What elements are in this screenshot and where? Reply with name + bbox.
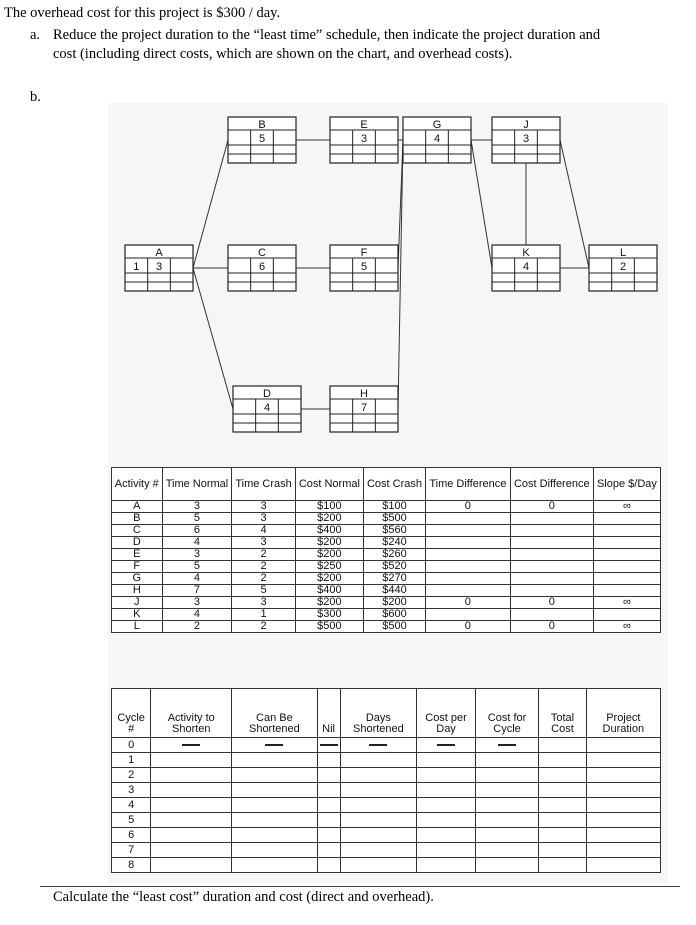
cycle-cell bbox=[232, 753, 317, 768]
node-B bbox=[228, 117, 296, 163]
cycle-cell bbox=[586, 783, 660, 798]
node-E bbox=[330, 117, 398, 163]
activity-cell: 3 bbox=[162, 501, 232, 513]
cycle-col-header: Days Shortened bbox=[340, 689, 417, 738]
activity-col-header: Activity # bbox=[112, 468, 163, 501]
activity-cell bbox=[510, 549, 593, 561]
activity-cell: 0 bbox=[510, 501, 593, 513]
cycle-cell bbox=[317, 813, 340, 828]
activity-cell: 3 bbox=[162, 549, 232, 561]
activity-cell: 4 bbox=[162, 537, 232, 549]
activity-cell: K bbox=[112, 609, 163, 621]
cycle-cell bbox=[586, 828, 660, 843]
activity-row bbox=[112, 549, 661, 561]
activity-cell: 6 bbox=[162, 525, 232, 537]
cycle-cell bbox=[539, 828, 586, 843]
activity-cell: $270 bbox=[364, 573, 426, 585]
node-start-number: 1 bbox=[133, 261, 140, 273]
cycle-cell bbox=[586, 753, 660, 768]
node-H bbox=[330, 386, 398, 432]
activity-cell: 3 bbox=[232, 501, 295, 513]
cycle-cell bbox=[417, 843, 476, 858]
activity-cell: L bbox=[112, 621, 163, 633]
cycle-number: 4 bbox=[112, 798, 151, 813]
cycle-cell bbox=[539, 768, 586, 783]
activity-cell bbox=[425, 609, 510, 621]
activity-cell bbox=[593, 609, 660, 621]
activity-cell bbox=[593, 525, 660, 537]
cycle-cell bbox=[232, 813, 317, 828]
activity-row bbox=[112, 621, 661, 633]
cycle-cell bbox=[151, 813, 232, 828]
cycle-cell bbox=[340, 843, 417, 858]
activity-table-header bbox=[112, 468, 661, 501]
activity-cell: 5 bbox=[162, 513, 232, 525]
activity-cell: 5 bbox=[232, 585, 295, 597]
node-duration-J: 3 bbox=[522, 133, 530, 145]
activity-row bbox=[112, 513, 661, 525]
node-duration-H: 7 bbox=[360, 402, 368, 414]
activity-cell: 3 bbox=[232, 537, 295, 549]
cycle-cell bbox=[539, 813, 586, 828]
node-A bbox=[125, 245, 193, 291]
activity-cell bbox=[593, 573, 660, 585]
activity-cell: 3 bbox=[162, 597, 232, 609]
activity-cell bbox=[510, 609, 593, 621]
activity-cell: $440 bbox=[364, 585, 426, 597]
activity-cell bbox=[425, 561, 510, 573]
activity-cell: $500 bbox=[364, 513, 426, 525]
dash-mark bbox=[369, 744, 387, 746]
activity-cell: $400 bbox=[295, 525, 363, 537]
cycle-cell bbox=[340, 828, 417, 843]
activity-cell bbox=[510, 585, 593, 597]
node-duration-L: 2 bbox=[619, 261, 627, 273]
activity-cell bbox=[425, 525, 510, 537]
activity-col-header: Time Difference bbox=[425, 468, 510, 501]
cycle-cell bbox=[417, 828, 476, 843]
cycle-cell bbox=[232, 783, 317, 798]
cycle-row bbox=[112, 798, 661, 813]
cycle-cell bbox=[340, 813, 417, 828]
cycle-cell bbox=[539, 798, 586, 813]
cycle-cell bbox=[151, 768, 232, 783]
node-K bbox=[492, 245, 560, 291]
activity-cell bbox=[593, 513, 660, 525]
cycle-cell bbox=[586, 858, 660, 873]
cycle-cell bbox=[151, 843, 232, 858]
node-id-D: D bbox=[263, 388, 271, 400]
cycle-cell bbox=[340, 858, 417, 873]
activity-cell: 0 bbox=[510, 621, 593, 633]
part-b-label: b. bbox=[30, 89, 41, 105]
activity-cell: $500 bbox=[295, 621, 363, 633]
cycle-cell bbox=[317, 798, 340, 813]
activity-cell: $260 bbox=[364, 549, 426, 561]
activity-cell bbox=[425, 573, 510, 585]
activity-cell: 3 bbox=[232, 513, 295, 525]
activity-row bbox=[112, 501, 661, 513]
cycle-cell bbox=[317, 843, 340, 858]
activity-cell: $600 bbox=[364, 609, 426, 621]
activity-cell: C bbox=[112, 525, 163, 537]
activity-cell: 5 bbox=[162, 561, 232, 573]
edge-G-K bbox=[471, 140, 492, 268]
activity-cell: $200 bbox=[295, 549, 363, 561]
cycle-cell bbox=[151, 858, 232, 873]
cycle-col-header: Cycle # bbox=[112, 689, 151, 738]
activity-cell: $300 bbox=[295, 609, 363, 621]
activity-cell: A bbox=[112, 501, 163, 513]
activity-row bbox=[112, 609, 661, 621]
node-duration-D: 4 bbox=[263, 402, 271, 414]
cycle-cell bbox=[340, 738, 417, 753]
cycle-cell bbox=[151, 753, 232, 768]
cycle-cell bbox=[232, 768, 317, 783]
cycle-cell bbox=[586, 738, 660, 753]
activity-cell: F bbox=[112, 561, 163, 573]
cycle-cell bbox=[417, 768, 476, 783]
node-id-J: J bbox=[523, 119, 529, 131]
cycle-cell bbox=[151, 828, 232, 843]
cycle-cell bbox=[232, 798, 317, 813]
cycle-cell bbox=[340, 768, 417, 783]
activity-cell: G bbox=[112, 573, 163, 585]
activity-cell: 0 bbox=[510, 597, 593, 609]
cycle-cell bbox=[340, 783, 417, 798]
activity-cell: 2 bbox=[232, 561, 295, 573]
cycle-cell bbox=[475, 828, 538, 843]
cycle-cell bbox=[539, 753, 586, 768]
activity-cell: 0 bbox=[425, 597, 510, 609]
cycle-cell bbox=[417, 798, 476, 813]
cycle-row bbox=[112, 813, 661, 828]
node-G bbox=[403, 117, 471, 163]
activity-cell: 1 bbox=[232, 609, 295, 621]
dash-mark bbox=[437, 744, 455, 746]
cycle-cell bbox=[317, 783, 340, 798]
node-id-L: L bbox=[619, 247, 627, 259]
cycle-cell bbox=[340, 753, 417, 768]
node-duration-G: 4 bbox=[433, 133, 441, 145]
activity-cell: $400 bbox=[295, 585, 363, 597]
cycle-table bbox=[111, 688, 661, 873]
cycle-cell bbox=[232, 738, 317, 753]
cycle-cell bbox=[475, 843, 538, 858]
activity-cell: ∞ bbox=[593, 621, 660, 633]
activity-cell bbox=[510, 525, 593, 537]
activity-col-header: Time Normal bbox=[162, 468, 232, 501]
activity-cell: 4 bbox=[162, 609, 232, 621]
cycle-number: 7 bbox=[112, 843, 151, 858]
node-duration-C: 6 bbox=[258, 261, 266, 273]
cycle-number: 0 bbox=[112, 738, 151, 753]
node-id-E: E bbox=[360, 119, 368, 131]
cycle-cell bbox=[151, 798, 232, 813]
cycle-number: 3 bbox=[112, 783, 151, 798]
activity-cell bbox=[425, 513, 510, 525]
activity-cell: 0 bbox=[425, 501, 510, 513]
cycle-cell bbox=[539, 738, 586, 753]
edge-H-G bbox=[398, 140, 403, 409]
cycle-cell bbox=[475, 798, 538, 813]
cycle-cell bbox=[475, 858, 538, 873]
cycle-table-header bbox=[112, 689, 661, 738]
activity-col-header: Cost Crash bbox=[364, 468, 426, 501]
part-a-text: Reduce the project duration to the “least time” schedule, then indicate the project duration and cost (including direct costs, which are shown on the chart, and overhead costs). bbox=[53, 27, 601, 62]
node-id-F: F bbox=[360, 247, 368, 259]
dash-mark bbox=[182, 744, 200, 746]
activity-cell: $520 bbox=[364, 561, 426, 573]
cycle-cell bbox=[232, 843, 317, 858]
activity-col-header: Slope $/Day bbox=[593, 468, 660, 501]
node-id-B: B bbox=[258, 119, 266, 131]
activity-row bbox=[112, 525, 661, 537]
cycle-cell bbox=[475, 768, 538, 783]
activity-cell bbox=[425, 549, 510, 561]
activity-row bbox=[112, 585, 661, 597]
cycle-row bbox=[112, 843, 661, 858]
activity-col-header: Cost Normal bbox=[295, 468, 363, 501]
node-id-G: G bbox=[432, 119, 442, 131]
activity-cell: B bbox=[112, 513, 163, 525]
activity-cell: $200 bbox=[364, 597, 426, 609]
activity-cell: $100 bbox=[364, 501, 426, 513]
cycle-cell bbox=[317, 738, 340, 753]
cycle-cell bbox=[417, 738, 476, 753]
activity-cell: 2 bbox=[232, 549, 295, 561]
activity-cell: $100 bbox=[295, 501, 363, 513]
node-id-H: H bbox=[360, 388, 368, 400]
activity-cell: 4 bbox=[162, 573, 232, 585]
activity-cell: 7 bbox=[162, 585, 232, 597]
activity-cell bbox=[510, 537, 593, 549]
divider bbox=[40, 886, 680, 887]
activity-cell bbox=[510, 561, 593, 573]
node-J bbox=[492, 117, 560, 163]
node-duration-F: 5 bbox=[360, 261, 368, 273]
edge-A-D bbox=[193, 268, 233, 409]
activity-cell: H bbox=[112, 585, 163, 597]
cycle-row bbox=[112, 738, 661, 753]
activity-cell: $500 bbox=[364, 621, 426, 633]
node-id-K: K bbox=[522, 247, 530, 259]
activity-cell bbox=[593, 549, 660, 561]
cycle-cell bbox=[475, 783, 538, 798]
cycle-cell bbox=[151, 783, 232, 798]
cycle-row bbox=[112, 858, 661, 873]
activity-cell bbox=[593, 537, 660, 549]
activity-row bbox=[112, 573, 661, 585]
activity-row bbox=[112, 537, 661, 549]
activity-cell bbox=[425, 537, 510, 549]
cycle-cell bbox=[586, 813, 660, 828]
node-duration-E: 3 bbox=[360, 133, 368, 145]
node-L bbox=[589, 245, 657, 291]
cycle-cell bbox=[317, 753, 340, 768]
activity-cell: J bbox=[112, 597, 163, 609]
cycle-col-header: Project Duration bbox=[586, 689, 660, 738]
activity-cell: 2 bbox=[232, 573, 295, 585]
cycle-number: 8 bbox=[112, 858, 151, 873]
activity-table bbox=[111, 467, 661, 633]
cycle-cell bbox=[317, 858, 340, 873]
activity-col-header: Time Crash bbox=[232, 468, 295, 501]
activity-cell: 2 bbox=[232, 621, 295, 633]
cycle-col-header: Cost per Day bbox=[417, 689, 476, 738]
activity-cell: ∞ bbox=[593, 501, 660, 513]
activity-cell: $250 bbox=[295, 561, 363, 573]
cycle-cell bbox=[417, 813, 476, 828]
cycle-number: 5 bbox=[112, 813, 151, 828]
activity-col-header: Cost Difference bbox=[510, 468, 593, 501]
cycle-cell bbox=[539, 783, 586, 798]
activity-cell: E bbox=[112, 549, 163, 561]
activity-cell: $200 bbox=[295, 573, 363, 585]
cycle-row bbox=[112, 768, 661, 783]
cycle-number: 6 bbox=[112, 828, 151, 843]
activity-cell: $560 bbox=[364, 525, 426, 537]
activity-cell: ∞ bbox=[593, 597, 660, 609]
cycle-cell bbox=[586, 768, 660, 783]
node-D bbox=[233, 386, 301, 432]
node-duration-A: 3 bbox=[155, 261, 163, 273]
cycle-cell bbox=[539, 858, 586, 873]
cycle-col-header: Cost for Cycle bbox=[475, 689, 538, 738]
part-a-label: a. bbox=[30, 27, 41, 43]
cycle-cell bbox=[586, 843, 660, 858]
cycle-col-header: Nil bbox=[317, 689, 340, 738]
activity-cell: $240 bbox=[364, 537, 426, 549]
cycle-cell bbox=[417, 753, 476, 768]
activity-cell bbox=[593, 585, 660, 597]
activity-row bbox=[112, 597, 661, 609]
cycle-cell bbox=[586, 798, 660, 813]
cycle-cell bbox=[539, 843, 586, 858]
dash-mark bbox=[498, 744, 516, 746]
activity-cell: 0 bbox=[425, 621, 510, 633]
dash-mark bbox=[265, 744, 283, 746]
cycle-col-header: Can Be Shortened bbox=[232, 689, 317, 738]
node-C bbox=[228, 245, 296, 291]
activity-cell: 2 bbox=[162, 621, 232, 633]
cycle-cell bbox=[417, 858, 476, 873]
node-id-C: C bbox=[258, 247, 266, 259]
edge-A-B bbox=[193, 140, 228, 268]
activity-cell: D bbox=[112, 537, 163, 549]
activity-cell bbox=[425, 585, 510, 597]
node-F bbox=[330, 245, 398, 291]
cycle-cell bbox=[475, 753, 538, 768]
cycle-cell bbox=[475, 813, 538, 828]
node-duration-K: 4 bbox=[522, 261, 530, 273]
cycle-cell bbox=[151, 738, 232, 753]
cycle-col-header: Activity to Shorten bbox=[151, 689, 232, 738]
activity-cell: $200 bbox=[295, 513, 363, 525]
activity-cell bbox=[510, 573, 593, 585]
node-id-A: A bbox=[155, 247, 163, 259]
activity-cell bbox=[510, 513, 593, 525]
edge-J-L bbox=[560, 140, 589, 268]
cycle-cell bbox=[475, 738, 538, 753]
cycle-row bbox=[112, 753, 661, 768]
cycle-row bbox=[112, 828, 661, 843]
cycle-col-header: Total Cost bbox=[539, 689, 586, 738]
dash-mark bbox=[320, 744, 338, 746]
activity-cell: 3 bbox=[232, 597, 295, 609]
cycle-cell bbox=[340, 798, 417, 813]
cycle-cell bbox=[232, 828, 317, 843]
node-duration-B: 5 bbox=[258, 133, 266, 145]
cycle-number: 1 bbox=[112, 753, 151, 768]
activity-cell: 4 bbox=[232, 525, 295, 537]
cycle-number: 2 bbox=[112, 768, 151, 783]
activity-cell bbox=[593, 561, 660, 573]
footer-instruction: Calculate the “least cost” duration and cost (direct and overhead). bbox=[53, 889, 434, 905]
question-text: The overhead cost for this project is $300 / day. bbox=[4, 5, 281, 21]
cycle-cell bbox=[232, 858, 317, 873]
activity-cell: $200 bbox=[295, 597, 363, 609]
activity-cell: $200 bbox=[295, 537, 363, 549]
activity-row bbox=[112, 561, 661, 573]
cycle-cell bbox=[317, 828, 340, 843]
cycle-cell bbox=[317, 768, 340, 783]
cycle-row bbox=[112, 783, 661, 798]
cycle-cell bbox=[417, 783, 476, 798]
